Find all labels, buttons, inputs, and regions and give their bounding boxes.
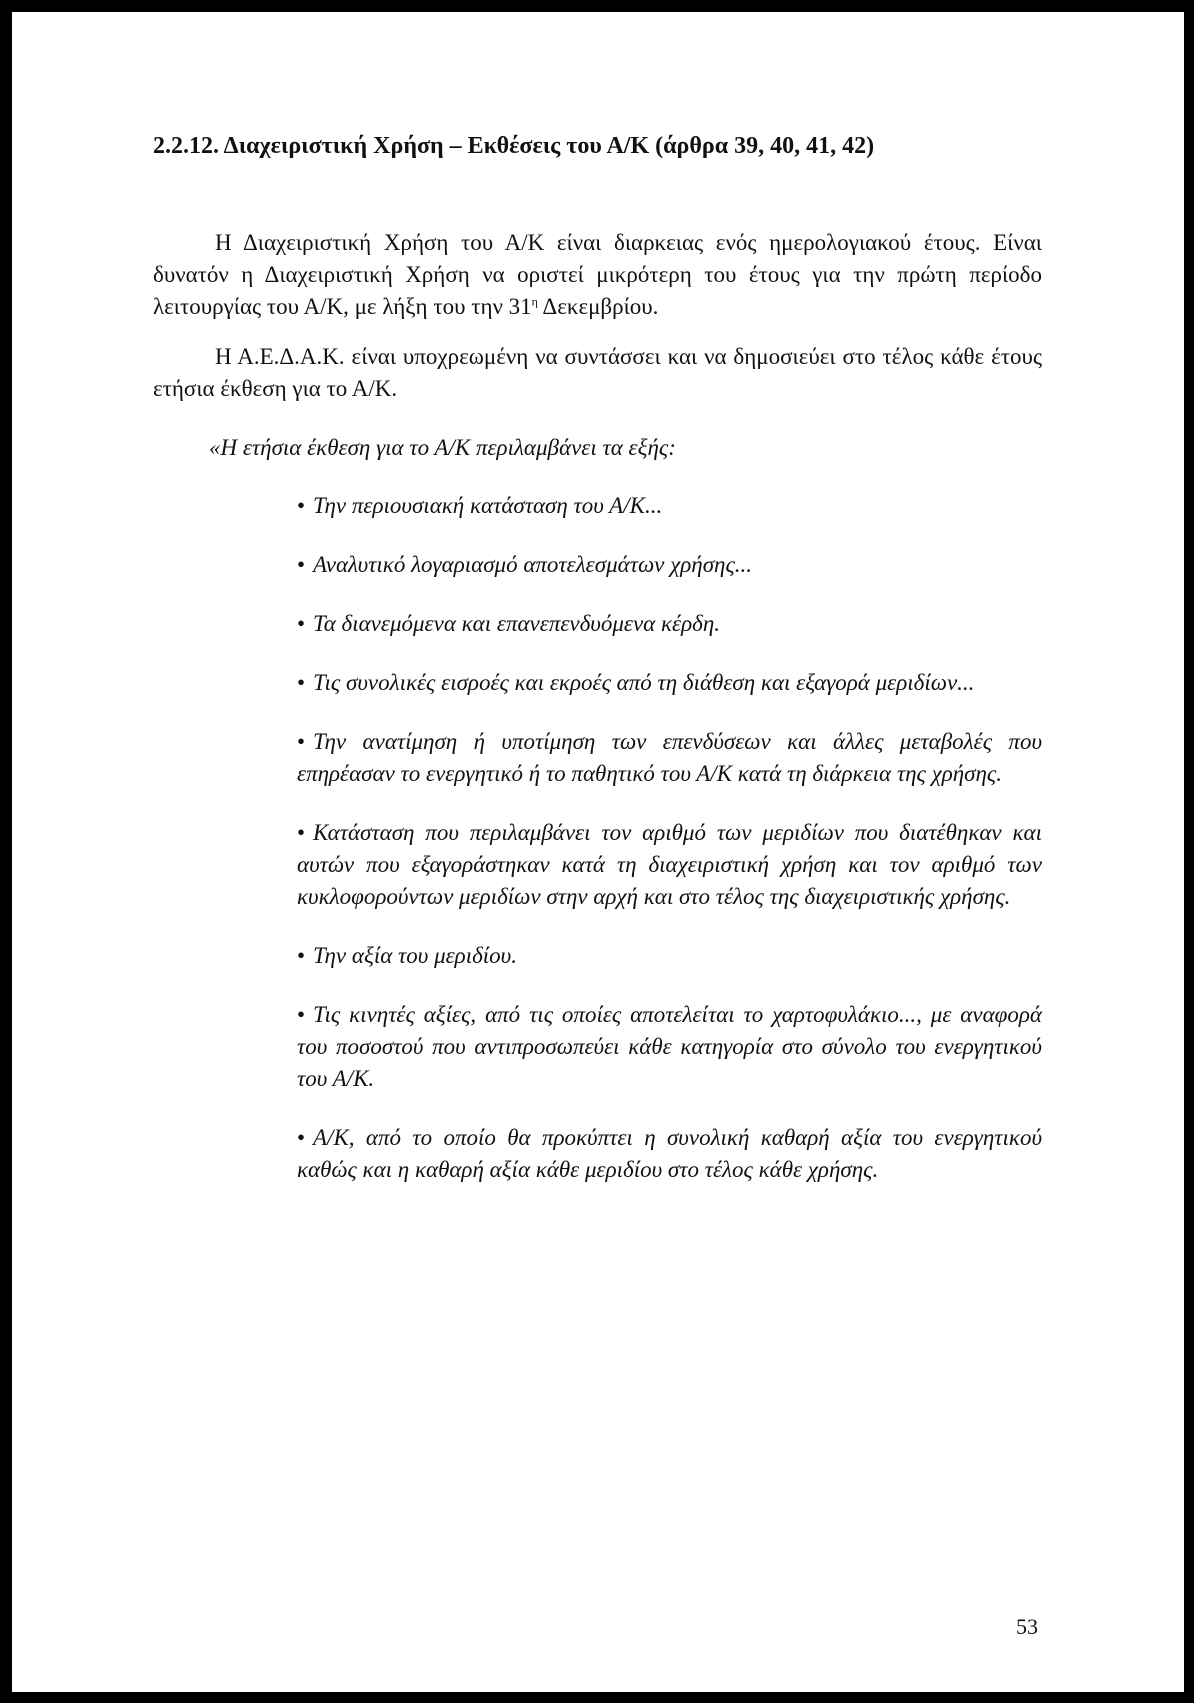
- list-item: [153, 549, 1042, 581]
- list-item-text: Τις συνολικές εισροές και εκροές από τη διάθεση και εξαγορά μεριδίων...: [313, 670, 975, 695]
- page-number: 53: [1016, 1614, 1038, 1639]
- report-contents-list: [153, 490, 1042, 1186]
- list-item-text: Την περιουσιακή κατάσταση του Α/Κ...: [313, 493, 663, 518]
- list-item: [153, 817, 1042, 913]
- bullet-icon: •: [297, 729, 306, 754]
- paragraph-1-start: Η Διαχειριστική Χρήση του Α/Κ είναι διαρκειας ενός ημερολογιακού έτους. Είναι δυνατόν η Διαχειριστική Χρήση να οριστεί μικρότερη του έτους για την πρώτη περίοδο λειτουργίας του Α/Κ, με λήξη του την 31: [153, 230, 1042, 319]
- list-item-text: Α/Κ, από το οποίο θα προκύπτει η συνολική καθαρή αξία του ενεργητικού καθώς και η καθαρή αξία κάθε μεριδίου στο τέλος κάθε χρήσης.: [297, 1125, 1042, 1182]
- list-item-text: Την αξία του μεριδίου.: [313, 943, 517, 968]
- list-item-text: Κατάσταση που περιλαμβάνει τον αριθμό των μεριδίων που διατέθηκαν και αυτών που εξαγοράστηκαν κατά τη διαχειριστική χρήση και τον αριθμό των κυκλοφορούντων μεριδίων στην αρχή και στο τέλος της διαχειριστικής χρήσης.: [297, 820, 1042, 909]
- bullet-icon: •: [297, 670, 306, 695]
- list-item-text: Αναλυτικό λογαριασμό αποτελεσμάτων χρήσης...: [313, 552, 753, 577]
- list-item-text: Τις κινητές αξίες, από τις οποίες αποτελείται το χαρτοφυλάκιο..., με αναφορά του ποσοστού που αντιπροσωπεύει κάθε κατηγορία στο σύνολο του ενεργητικού του Α/Κ.: [297, 1002, 1042, 1091]
- paragraph-management-period: [153, 227, 1042, 323]
- paragraph-1-end: Δεκεμβρίου.: [537, 294, 659, 319]
- bullet-icon: •: [297, 552, 306, 577]
- document-content: [153, 128, 1042, 1186]
- bullet-icon: •: [297, 1002, 306, 1027]
- list-item: [153, 490, 1042, 522]
- list-item-text: Τα διανεμόμενα και επανεπενδυόμενα κέρδη.: [313, 611, 720, 636]
- section-heading: 2.2.12. Διαχειριστική Χρήση – Εκθέσεις του Α/Κ (άρθρα 39, 40, 41, 42): [153, 133, 875, 159]
- list-item-text: Την ανατίμηση ή υποτίμηση των επενδύσεων και άλλες μεταβολές που επηρέασαν το ενεργητικό ή το παθητικό του Α/Κ κατά τη διάρκεια της χρήσης.: [297, 729, 1042, 786]
- bullet-icon: •: [297, 611, 306, 636]
- bullet-icon: •: [297, 493, 306, 518]
- list-item: [153, 999, 1042, 1095]
- ordinal-superscript: η: [531, 294, 538, 309]
- paragraph-annual-report: Η Α.Ε.Δ.Α.Κ. είναι υποχρεωμένη να συντάσσει και να δημοσιεύει στο τέλος κάθε έτους ετήσια έκθεση για το Α/Κ.: [153, 344, 1042, 401]
- list-item: [153, 726, 1042, 790]
- list-item: [153, 608, 1042, 640]
- list-item: [153, 940, 1042, 972]
- list-item: [153, 667, 1042, 699]
- bullet-icon: •: [297, 943, 306, 968]
- document-page: [12, 12, 1184, 1692]
- bullet-icon: •: [297, 820, 306, 845]
- list-intro: «Η ετήσια έκθεση για το Α/Κ περιλαμβάνει τα εξής:: [209, 435, 676, 460]
- list-item: [153, 1122, 1042, 1186]
- bullet-icon: •: [297, 1125, 306, 1150]
